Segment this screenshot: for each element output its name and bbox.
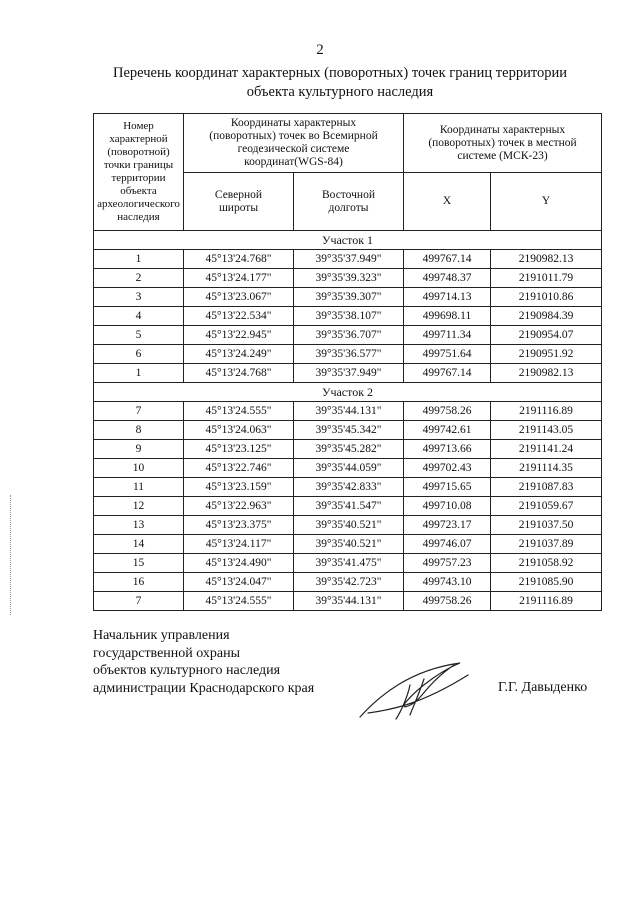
table-cell: 39°35'36.707" — [294, 326, 404, 345]
table-cell: 2191143.05 — [491, 421, 602, 440]
table-cell: 499715.65 — [404, 478, 491, 497]
table-row — [94, 440, 602, 459]
table-cell: 2190984.39 — [491, 307, 602, 326]
table-cell: 45°13'23.159" — [184, 478, 294, 497]
table-cell: 2191116.89 — [491, 592, 602, 611]
table-cell: 1 — [94, 364, 184, 383]
table-cell: 499751.64 — [404, 345, 491, 364]
section-row — [94, 383, 602, 402]
header-point-number: Номер характерной (поворотной) точки границы территории объекта археологического наследия — [94, 114, 184, 231]
header-y: Y — [491, 173, 602, 231]
table-cell: 45°13'24.490" — [184, 554, 294, 573]
table-cell: 39°35'37.949" — [294, 250, 404, 269]
table-cell: 45°13'22.963" — [184, 497, 294, 516]
table-cell: 39°35'40.521" — [294, 516, 404, 535]
table-cell: 39°35'38.107" — [294, 307, 404, 326]
table-cell: 499758.26 — [404, 402, 491, 421]
table-cell: 6 — [94, 345, 184, 364]
table-cell: 499714.13 — [404, 288, 491, 307]
table-cell: 39°35'44.131" — [294, 592, 404, 611]
table-row — [94, 535, 602, 554]
table-cell: 499758.26 — [404, 592, 491, 611]
table-cell: 15 — [94, 554, 184, 573]
table-row — [94, 307, 602, 326]
table-cell: 45°13'24.555" — [184, 592, 294, 611]
coordinates-table — [93, 113, 602, 611]
table-cell: 45°13'23.067" — [184, 288, 294, 307]
table-cell: 499743.10 — [404, 573, 491, 592]
table-cell: 2191059.67 — [491, 497, 602, 516]
signer-name: Г.Г. Давыденко — [498, 680, 588, 695]
table-row — [94, 402, 602, 421]
table-row — [94, 516, 602, 535]
table-cell: 39°35'41.547" — [294, 497, 404, 516]
signature-block — [93, 627, 314, 697]
table-cell: 45°13'24.117" — [184, 535, 294, 554]
section-title: Участок 2 — [94, 383, 602, 402]
table-cell: 45°13'24.249" — [184, 345, 294, 364]
position-line: государственной охраны — [93, 645, 241, 661]
table-cell: 499702.43 — [404, 459, 491, 478]
table-cell: 2191087.83 — [491, 478, 602, 497]
table-cell: 2191085.90 — [491, 573, 602, 592]
section-row — [94, 231, 602, 250]
margin-perforation — [10, 495, 13, 615]
table-cell: 499742.61 — [404, 421, 491, 440]
header-x: X — [404, 173, 491, 231]
table-cell: 45°13'24.063" — [184, 421, 294, 440]
header-east-longitude: Восточной долготы — [294, 173, 404, 231]
table-row — [94, 573, 602, 592]
table-cell: 499746.07 — [404, 535, 491, 554]
table-header — [94, 114, 602, 231]
handwritten-signature — [350, 655, 480, 725]
table-cell: 499710.08 — [404, 497, 491, 516]
header-wgs84: Координаты характерных (поворотных) точек во Всемирной геодезической системе координат(WGS-84) — [184, 114, 404, 173]
position-line: объектов культурного наследия — [93, 663, 281, 678]
table-cell: 45°13'24.555" — [184, 402, 294, 421]
table-row — [94, 288, 602, 307]
table-cell: 39°35'39.307" — [294, 288, 404, 307]
table-cell: 2191116.89 — [491, 402, 602, 421]
table-cell: 2190951.92 — [491, 345, 602, 364]
section-title: Участок 1 — [94, 231, 602, 250]
table-cell: 2191011.79 — [491, 269, 602, 288]
table-cell: 499713.66 — [404, 440, 491, 459]
position-line: Начальник управления — [93, 628, 230, 643]
table-cell: 4 — [94, 307, 184, 326]
table-row — [94, 459, 602, 478]
table-cell: 2191114.35 — [491, 459, 602, 478]
table-cell: 499711.34 — [404, 326, 491, 345]
table-cell: 45°13'22.945" — [184, 326, 294, 345]
table-cell: 39°35'44.131" — [294, 402, 404, 421]
table-cell: 2191141.24 — [491, 440, 602, 459]
table-cell: 2191037.50 — [491, 516, 602, 535]
table-cell: 499767.14 — [404, 364, 491, 383]
table-cell: 2 — [94, 269, 184, 288]
table-cell: 499757.23 — [404, 554, 491, 573]
table-cell: 1 — [94, 250, 184, 269]
table-cell: 39°35'45.342" — [294, 421, 404, 440]
table-cell: 2190954.07 — [491, 326, 602, 345]
table-cell: 499767.14 — [404, 250, 491, 269]
table-cell: 45°13'24.177" — [184, 269, 294, 288]
table-cell: 2191010.86 — [491, 288, 602, 307]
table-cell: 39°35'41.475" — [294, 554, 404, 573]
table-row — [94, 250, 602, 269]
header-msk23: Координаты характерных (поворотных) точек в местной системе (МСК-23) — [404, 114, 602, 173]
table-cell: 2190982.13 — [491, 250, 602, 269]
table-cell: 45°13'22.746" — [184, 459, 294, 478]
table-cell: 39°35'42.723" — [294, 573, 404, 592]
table-cell: 39°35'37.949" — [294, 364, 404, 383]
table-cell: 45°13'23.125" — [184, 440, 294, 459]
document-title — [60, 64, 620, 102]
table-cell: 499698.11 — [404, 307, 491, 326]
table-cell: 39°35'36.577" — [294, 345, 404, 364]
table-cell: 8 — [94, 421, 184, 440]
table-row — [94, 478, 602, 497]
table-row — [94, 421, 602, 440]
table-cell: 13 — [94, 516, 184, 535]
table-cell: 499748.37 — [404, 269, 491, 288]
table-cell: 11 — [94, 478, 184, 497]
table-cell: 7 — [94, 592, 184, 611]
position-line: администрации Краснодарского края — [93, 680, 315, 696]
table-cell: 2190982.13 — [491, 364, 602, 383]
table-cell: 39°35'45.282" — [294, 440, 404, 459]
table-cell: 39°35'44.059" — [294, 459, 404, 478]
table-cell: 45°13'24.047" — [184, 573, 294, 592]
title-line: объекта культурного наследия — [246, 84, 434, 100]
title-line: Перечень координат характерных (поворотных) точек границ территории — [112, 65, 568, 81]
table-cell: 14 — [94, 535, 184, 554]
header-north-latitude: Северной широты — [184, 173, 294, 231]
table-cell: 39°35'42.833" — [294, 478, 404, 497]
table-row — [94, 326, 602, 345]
table-row — [94, 269, 602, 288]
table-row — [94, 554, 602, 573]
table-cell: 45°13'24.768" — [184, 364, 294, 383]
table-cell: 9 — [94, 440, 184, 459]
table-cell: 7 — [94, 402, 184, 421]
table-cell: 39°35'39.323" — [294, 269, 404, 288]
table-row — [94, 497, 602, 516]
table-cell: 45°13'22.534" — [184, 307, 294, 326]
table-row — [94, 592, 602, 611]
table-cell: 2191058.92 — [491, 554, 602, 573]
table-cell: 16 — [94, 573, 184, 592]
table-cell: 499723.17 — [404, 516, 491, 535]
table-cell: 45°13'23.375" — [184, 516, 294, 535]
table-cell: 2191037.89 — [491, 535, 602, 554]
table-cell: 39°35'40.521" — [294, 535, 404, 554]
table-cell: 10 — [94, 459, 184, 478]
table-row — [94, 364, 602, 383]
table-cell: 45°13'24.768" — [184, 250, 294, 269]
page-number: 2 — [316, 42, 324, 58]
table-cell: 5 — [94, 326, 184, 345]
table-row — [94, 345, 602, 364]
table-body — [94, 231, 602, 611]
table-cell: 3 — [94, 288, 184, 307]
table-cell: 12 — [94, 497, 184, 516]
